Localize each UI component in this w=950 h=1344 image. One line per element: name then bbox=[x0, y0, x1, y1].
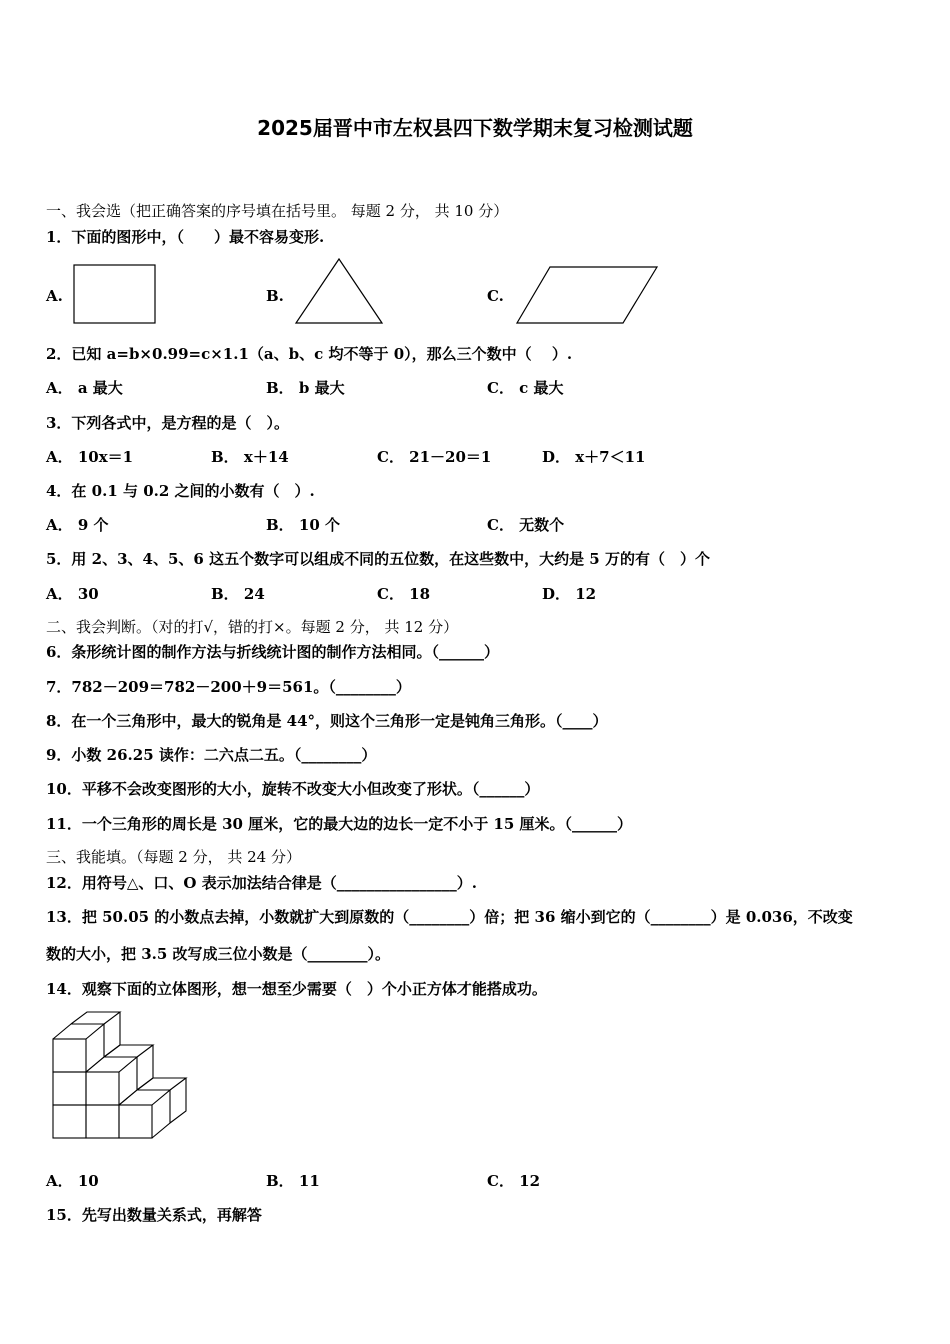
question-9: 9．小数 26.25 读作：二六点二五。（________） bbox=[46, 746, 377, 764]
q1-option-b-label: B. bbox=[266, 287, 284, 305]
q1-option-c-label: C. bbox=[487, 287, 504, 305]
question-4: 4．在 0.1 与 0.2 之间的小数有（ ）. bbox=[46, 482, 315, 500]
q14-option-a: A． 10 bbox=[46, 1172, 99, 1190]
q5-option-c: C． 18 bbox=[377, 585, 431, 603]
question-10: 10．平移不会改变图形的大小，旋转不改变大小但改变了形状。（______） bbox=[46, 780, 540, 798]
q5-option-b: B． 24 bbox=[211, 585, 265, 603]
q2-option-c: C． c 最大 bbox=[487, 379, 564, 397]
question-1: 1．下面的图形中，（ ）最不容易变形. bbox=[46, 228, 325, 246]
q5-option-a: A． 30 bbox=[46, 585, 99, 603]
question-3: 3．下列各式中，是方程的是（ ）。 bbox=[46, 414, 289, 432]
question-7: 7．782－209＝782－200＋9＝561。（________） bbox=[46, 678, 411, 696]
cube-staircase-figure bbox=[50, 1010, 190, 1142]
q3-option-d: D． x＋7＜11 bbox=[542, 448, 646, 466]
q4-option-c: C． 无数个 bbox=[487, 516, 565, 534]
q3-option-b: B． x＋14 bbox=[211, 448, 289, 466]
question-13-line-2: 数的大小，把 3.5 改写成三位小数是（________）。 bbox=[46, 945, 391, 963]
question-2: 2．已知 a=b×0.99=c×1.1（a、b、c 均不等于 0），那么三个数中（ ）. bbox=[46, 345, 573, 363]
q2-option-a: A． a 最大 bbox=[46, 379, 123, 397]
q4-option-a: A． 9 个 bbox=[46, 516, 109, 534]
q3-option-c: C． 21－20＝1 bbox=[377, 448, 492, 466]
section-2-heading: 二、我会判断。（对的打√，错的打×。每题 2 分， 共 12 分） bbox=[46, 618, 459, 636]
question-14: 14．观察下面的立体图形，想一想至少需要（ ）个小正方体才能搭成功。 bbox=[46, 980, 547, 998]
q4-option-b: B． 10 个 bbox=[266, 516, 340, 534]
question-5: 5．用 2、3、4、5、6 这五个数字可以组成不同的五位数，在这些数中，大约是 5 万的有（ ）个 bbox=[46, 550, 710, 568]
q1-option-a-label: A. bbox=[46, 287, 63, 305]
question-15: 15．先写出数量关系式，再解答 bbox=[46, 1206, 262, 1224]
triangle-shape bbox=[293, 256, 385, 326]
question-13-line-1: 13．把 50.05 的小数点去掉，小数就扩大到原数的（________）倍；把 36 缩小到它的（________）是 0.036，不改变 bbox=[46, 908, 853, 926]
q5-option-d: D． 12 bbox=[542, 585, 597, 603]
parallelogram-shape bbox=[515, 264, 660, 326]
q3-option-a: A． 10x＝1 bbox=[46, 448, 134, 466]
question-11: 11．一个三角形的周长是 30 厘米，它的最大边的边长一定不小于 15 厘米。（______） bbox=[46, 815, 633, 833]
section-3-heading: 三、我能填。（每题 2 分， 共 24 分） bbox=[46, 848, 301, 866]
question-6: 6．条形统计图的制作方法与折线统计图的制作方法相同。（______） bbox=[46, 643, 499, 661]
q14-option-b: B． 11 bbox=[266, 1172, 320, 1190]
rectangle-shape bbox=[72, 263, 158, 325]
q14-option-c: C． 12 bbox=[487, 1172, 541, 1190]
page-title: 2025届晋中市左权县四下数学期末复习检测试题 bbox=[257, 116, 693, 140]
section-1-heading: 一、我会选（把正确答案的序号填在括号里。 每题 2 分， 共 10 分） bbox=[46, 202, 509, 220]
q2-option-b: B． b 最大 bbox=[266, 379, 345, 397]
question-8: 8．在一个三角形中，最大的锐角是 44°，则这个三角形一定是钝角三角形。（____） bbox=[46, 712, 608, 730]
question-12: 12．用符号△、口、O 表示加法结合律是（________________）. bbox=[46, 874, 477, 892]
